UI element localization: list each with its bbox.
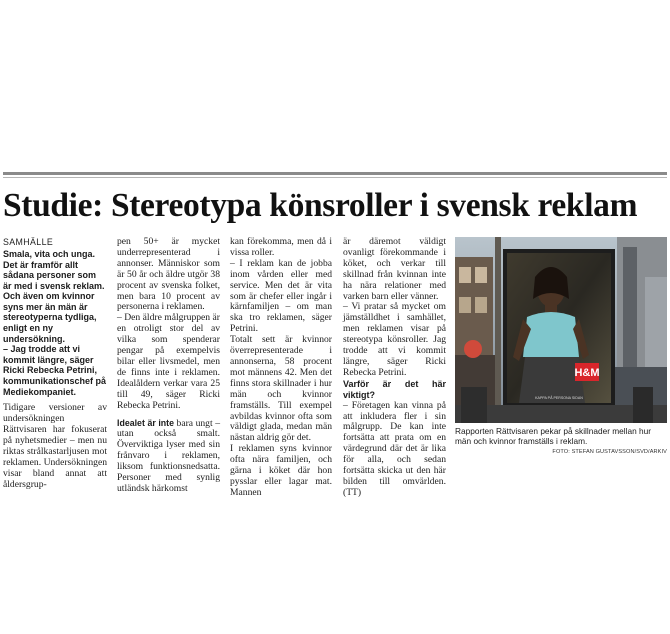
ingress (3, 249, 107, 397)
body-paragraph: kan förekomma, men då i vissa roller. (230, 236, 332, 258)
headline: Studie: Stereotypa könsroller i svensk reklam (3, 187, 638, 224)
subheading: Varför är det här viktigt? (343, 378, 446, 400)
billboard-small-text: KAPPA PÅ PERSONA SIDAN (535, 396, 583, 400)
body-paragraph: – Vi pratar så mycket om jämställdhet i samhället, men reklamen visar på stereotypa könsroller. Jag trodde att vi kommit längre, säger Ricki Rebecka Petrini. (343, 301, 446, 378)
article-photo (455, 237, 667, 423)
section-label: SAMHÄLLE (3, 237, 54, 247)
body-paragraph: I reklamen syns kvinnor ofta nära familjen, och gärna i köket där hon pysslar eller lagar mat. Mannen (230, 443, 332, 498)
body-paragraph: pen 50+ är mycket underrepresenterad i annonser. Människor som är 50 år och äldre utgör 38 procent av svenska folket, men bara 10 procent av personerna i reklamen. (117, 236, 220, 313)
body-paragraph: Totalt sett är kvinnor överrepresenterade i annonserna, 58 procent mot männens 42. Men det finns stora skillnader i hur män och kvinnor framställs. Till exempel avbildas kvinnor ofta som väldigt glada, medan män nästan aldrig gör det. (230, 334, 332, 444)
run-in-lead: Idealet är inte (117, 417, 174, 428)
header-rule-thin (3, 177, 667, 178)
body-paragraph: – Den äldre målgruppen är en otroligt stor del av vilka som spenderar pengar på exempelvis bilar eller livsmedel, men de finns inte i reklamen. Idealåldern verkar vara 25 till 49, säger Ricki Rebecka Petrini. (117, 312, 220, 411)
body-paragraph: Tidigare versioner av undersökningen Rättvisaren har fokuserat på nyhetsmedier – men nu riktas strålkastarljusen mot reklamen. Undersökningen visar bland annat att åldersgrup- (3, 402, 107, 490)
column-2 (117, 237, 220, 495)
photo-caption: Rapporten Rättvisaren pekar på skillnader mellan hur män och kvinnor framställs i reklam. (455, 426, 652, 446)
header-rule (3, 172, 667, 175)
ingress-text: Smala, vita och unga. Det är framför allt sådana personer som är med i svensk reklam. Och även om kvinnor syns mer än män är stereotyperna tydliga, enligt en ny undersökning. (3, 248, 105, 344)
billboard-logo-text: H&M (574, 367, 600, 379)
body-paragraph: – I reklam kan de jobba inom vården eller med service. Men det är vita som är chefer eller ingår i kärnfamiljen – om man ska tro reklamen, säger Petrini. (230, 257, 332, 335)
column-1 (3, 237, 107, 490)
body-paragraph: är däremot väldigt ovanligt förekommande i köket, och verkar till skillnad från kvinnan inte ha nära relationer med varken barn eller vänner. (343, 236, 446, 302)
ingress-quote: – Jag trodde att vi kommit längre, säger Ricki Rebecka Petrini, kommunikationschef på Mediekompaniet. (3, 344, 107, 397)
body-paragraph: Idealet är inte bara ungt – utan också smalt. Överviktiga lyser med sin frånvaro i reklamen, liksom funktionsnedsatta. Personer med synlig utländsk härkomst (117, 417, 220, 494)
photo-credit: FOTO: STEFAN GUSTAVSSON/SVD/ARKIV (552, 449, 667, 455)
column-3 (230, 237, 332, 499)
body-paragraph: – Företagen kan vinna på att inkludera fler i sin målgrupp. De kan inte fortsätta att prata om en värdegrund där det är lika för alla, och sedan fortsätta skicka ut den här bilden till omvärlden. (TT) (343, 399, 446, 498)
column-4 (343, 237, 446, 499)
